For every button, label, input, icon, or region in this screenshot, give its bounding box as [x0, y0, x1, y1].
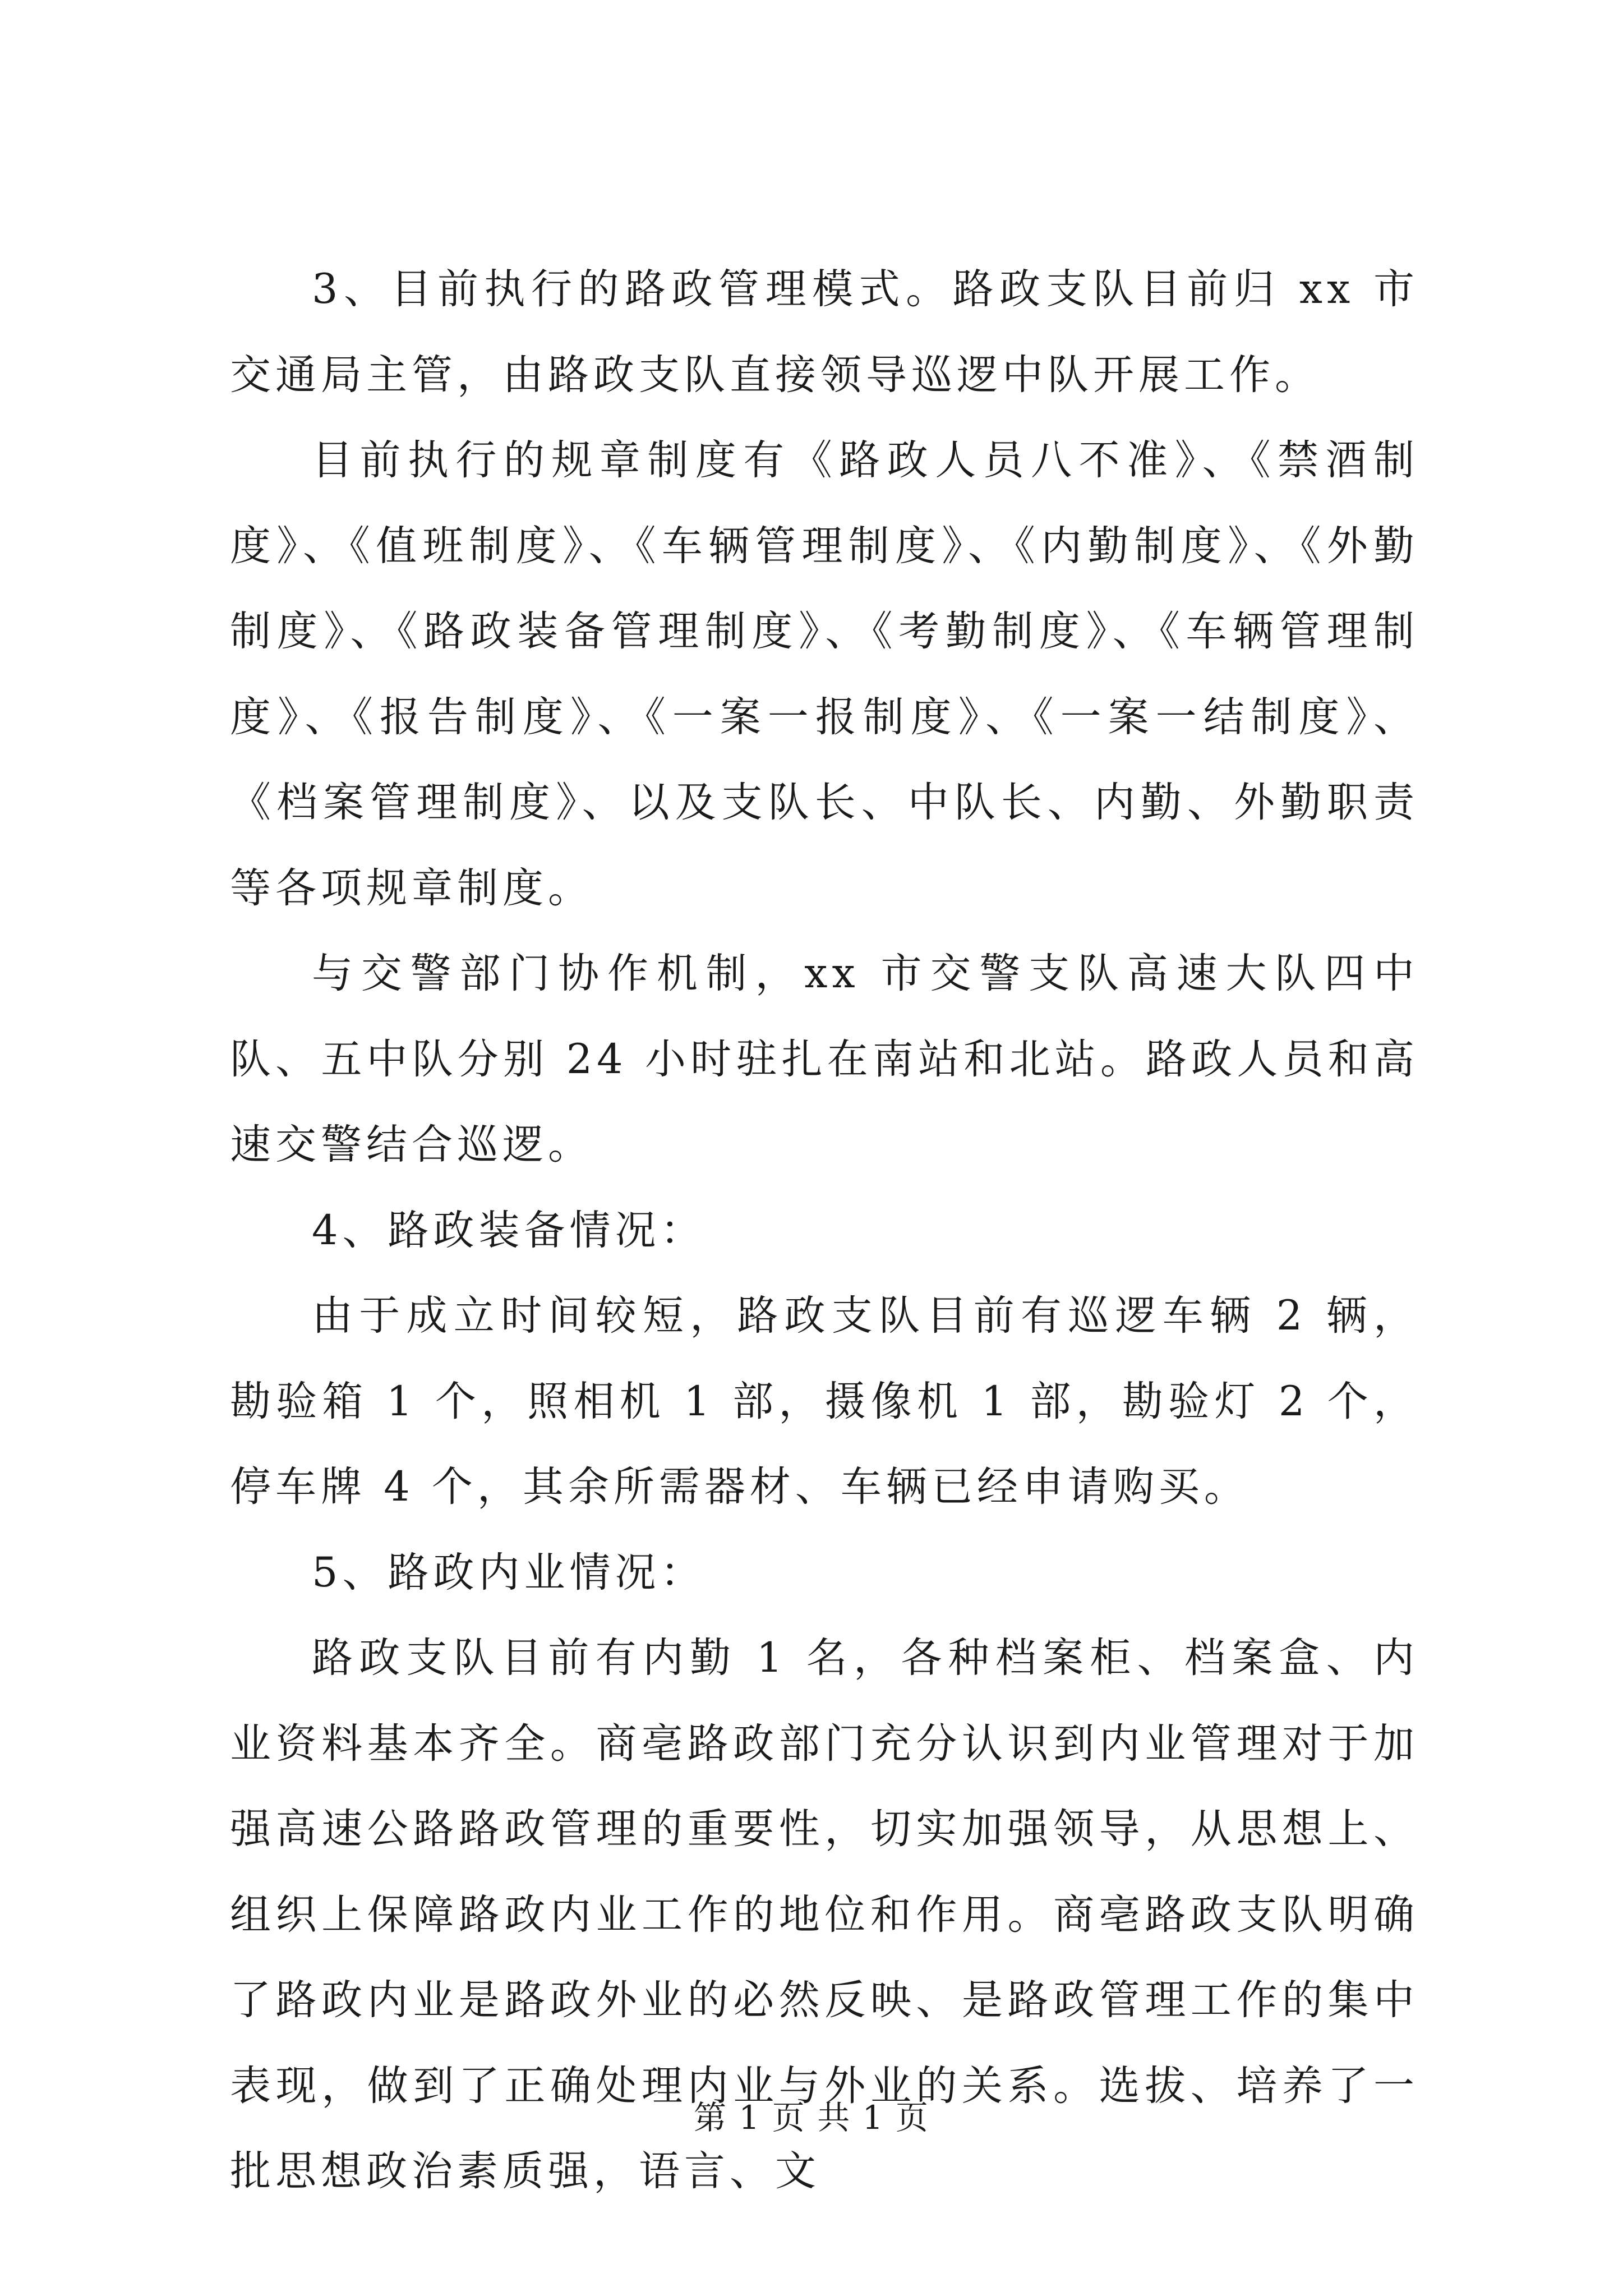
section-heading: 5、路政内业情况：	[312, 1548, 706, 1596]
paragraph: 由于成立时间较短，路政支队目前有巡逻车辆 2 辆，勘验箱 1 个，照相机 1 部，摄像机 1 部，勘验灯 2 个，停车牌 4 个，其余所需器材、车辆已经申请购买。	[230, 1292, 1419, 1511]
paragraph: 与交警部门协作机制，xx 市交警支队高速大队四中队、五中队分别 24 小时驻扎在南站和北站。路政人员和高速交警结合巡逻。	[230, 950, 1419, 1168]
document-body	[230, 247, 1419, 2215]
paragraph: 目前执行的规章制度有《路政人员八不准》、《禁酒制度》、《值班制度》、《车辆管理制度》、《内勤制度》、《外勤制度》、《路政装备管理制度》、《考勤制度》、《车辆管理制度》、《报告制度》、《一案一报制度》、《一案一结制度》、《档案管理制度》、以及支队长、中队长、内勤、外勤职责等各项规章制度。	[230, 436, 1419, 912]
page-footer: 第 1 页 共 1 页	[694, 2099, 929, 2137]
paragraph: 路政支队目前有内勤 1 名，各种档案柜、档案盒、内业资料基本齐全。商亳路政部门充分认识到内业管理对于加强高速公路路政管理的重要性，切实加强领导，从思想上、组织上保障路政内业工作的地位和作用。商亳路政支队明确了路政内业是路政外业的必然反映、是路政管理工作的集中表现，做到了正确处理内业与外业的关系。选拔、培养了一批思想政治素质强，语言、文	[230, 1634, 1419, 2195]
section-heading: 4、路政装备情况：	[312, 1206, 706, 1254]
paragraph: 3、目前执行的路政管理模式。路政支队目前归 xx 市交通局主管，由路政支队直接领导巡逻中队开展工作。	[230, 265, 1419, 399]
